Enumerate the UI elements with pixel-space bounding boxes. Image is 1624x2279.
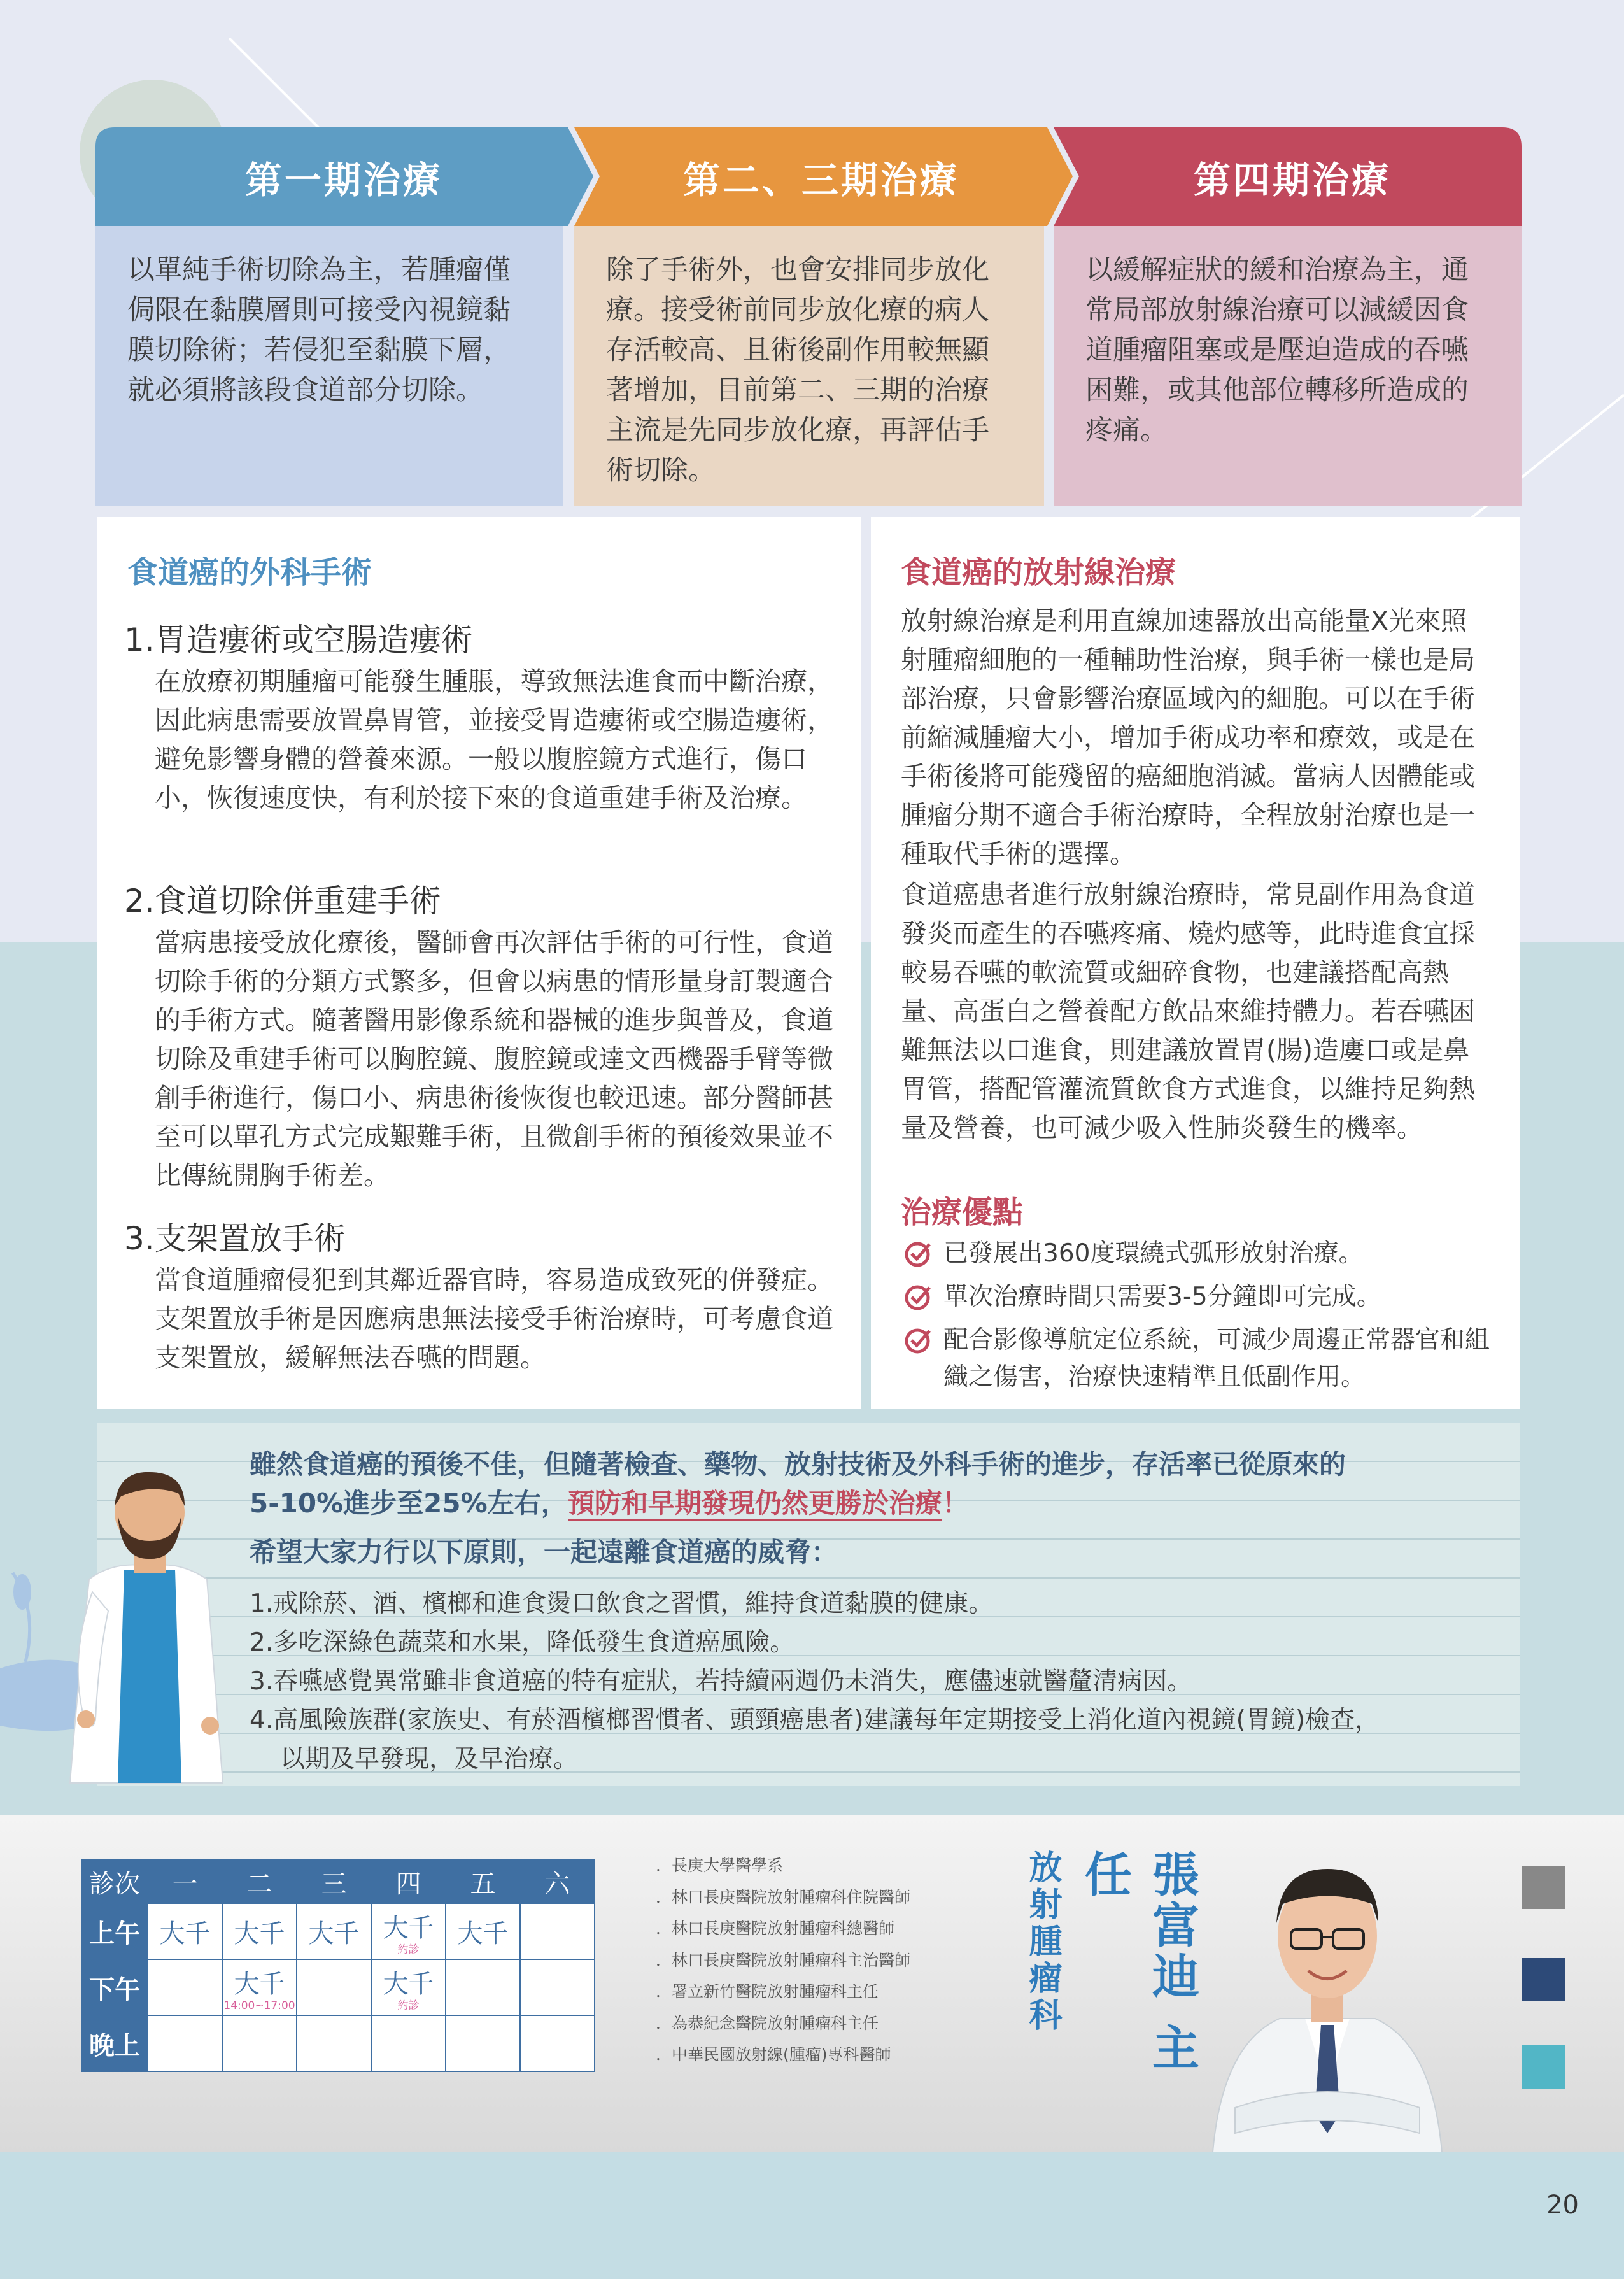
appointment-note: 約診 [397, 1999, 420, 2012]
schedule-cell [520, 1903, 595, 1959]
schedule-day: 三 [297, 1860, 371, 1903]
color-swatch-gray [1522, 1866, 1565, 1909]
prevention-highlight: 預防和早期發現仍然更勝於治療 [568, 1487, 942, 1521]
footer-band [0, 2152, 1624, 2279]
surgery-section-title: 食道癌的外科手術 [127, 555, 372, 590]
schedule-row-afternoon [81, 1959, 595, 2015]
schedule-row-morning [81, 1903, 595, 1959]
schedule-cell [446, 2015, 520, 2071]
surgery-item-1-text: 在放療初期腫瘤可能發生腫脹，導致無法進食而中斷治療，因此病患需要放置鼻胃管，並接受胃造瘻術或空腸造瘻術，避免影響身體的營養來源。一般以腹腔鏡方式進行，傷口小，恢復速度快，有利於接下來的食道重建手術及治療。 [155, 666, 833, 813]
schedule-cell [148, 1959, 222, 2015]
prognosis-line-1: 雖然食道癌的預後不佳，但隨著檢查、藥物、放射技術及外科手術的進步，存活率已從原來的 [250, 1449, 1346, 1480]
schedule-cell [297, 2015, 371, 2071]
stage-2-3-description: 除了手術外，也會安排同步放化療。接受術前同步放化療的病人存活較高、且術後副作用較無顯著增加，目前第二、三期的治療主流是先同步放化療，再評估手術切除。 [574, 226, 1044, 506]
principle-item-2: 2.多吃深綠色蔬菜和水果，降低發生食道癌風險。 [250, 1628, 795, 1657]
radiation-paragraph-2: 食道癌患者進行放射線治療時，常見副作用為食道發炎而產生的吞嚥疼痛、燒灼感等，此時進食宜採較易吞嚥的軟流質或細碎食物，也建議搭配高熱量、高蛋白之營養配方飲品來維持體力。若吞嚥困難無法以口進食，則建議放置胃(腸)造廔口或是鼻胃管，搭配管灌流質飲食方式進食，以維持足夠熱量及營養，也可減少吸入性肺炎發生的機率。 [901, 879, 1475, 1143]
check-circle-icon [904, 1326, 933, 1355]
surgery-item-3-heading: 3.支架置放手術 [124, 1220, 346, 1257]
schedule-cell [222, 2015, 297, 2071]
advantage-item: 已發展出360度環繞式弧形放射治療。 [904, 1235, 1490, 1272]
advantage-item: 配合影像導航定位系統，可減少周邊正常器官和組織之傷害，治療快速精準且低副作用。 [904, 1322, 1490, 1396]
prognosis-line-2: 5-10%進步至25%左右，預防和早期發現仍然更勝於治療！ [250, 1484, 1516, 1523]
schedule-cell [520, 1959, 595, 2015]
schedule-cell: 大千 [222, 1903, 297, 1959]
schedule-cell [371, 2015, 446, 2071]
principles-intro: 希望大家力行以下原則，一起遠離食道癌的威脅： [250, 1537, 838, 1568]
radiation-paragraph-1: 放射線治療是利用直線加速器放出高能量X光來照射腫瘤細胞的一種輔助性治療，與手術一樣也是局部治療，只會影響治療區域內的細胞。可以在手術前縮減腫瘤大小，增加手術成功率和療效，或是在手術後將可能殘留的癌細胞消滅。當病人因體能或腫瘤分期不適合手術治療時，全程放射治療也是一種取代手術的選擇。 [901, 606, 1475, 869]
stage-2-3-title: 第二、三期治療 [682, 158, 959, 202]
clinic-hours-note: 14:00~17:00 [223, 1999, 295, 2012]
credential-item: ．中華民國放射線(腫瘤)專科醫師 [656, 2045, 891, 2064]
surgery-item-3-text: 當食道腫瘤侵犯到其鄰近器官時，容易造成致死的併發症。支架置放手術是因應病患無法接受手術治療時，可考慮食道支架置放，緩解無法吞嚥的問題。 [155, 1265, 833, 1373]
credential-item: ．林口長庚醫院放射腫瘤科主治醫師 [656, 1950, 911, 1970]
schedule-row-label: 上午 [81, 1903, 148, 1959]
stage-4-description: 以緩解症狀的緩和治療為主，通常局部放射線治療可以減緩因食道腫瘤阻塞或是壓迫造成的吞嚥困難，或其他部位轉移所造成的疼痛。 [1054, 226, 1522, 506]
credential-item: ．林口長庚醫院放射腫瘤科總醫師 [656, 1919, 895, 1938]
advantage-item: 單次治療時間只需要3-5分鐘即可完成。 [904, 1279, 1490, 1316]
schedule-cell [148, 2015, 222, 2071]
color-swatch-teal [1522, 2045, 1565, 2089]
stage-4-title: 第四期治療 [1193, 158, 1391, 202]
schedule-day: 一 [148, 1860, 222, 1903]
principle-item-4-continued: 以期及早發現，及早治療。 [280, 1745, 579, 1773]
schedule-corner: 診次 [81, 1860, 148, 1903]
principle-item-4: 4.高風險族群(家族史、有菸酒檳榔習慣者、頭頸癌患者)建議每年定期接受上消化道內視鏡(胃鏡)檢查， [250, 1706, 1380, 1735]
credential-item: ．為恭紀念醫院放射腫瘤科主任 [656, 2013, 879, 2033]
surgery-item-1-heading: 1.胃造瘻術或空腸造瘻術 [124, 621, 473, 658]
doctor-illustration [64, 1445, 236, 1789]
appointment-note: 約診 [397, 1943, 420, 1956]
doctor-department: 放射腫瘤科 [1023, 1850, 1061, 2034]
principle-item-1: 1.戒除菸、酒、檳榔和進食燙口飲食之習慣，維持食道黏膜的健康。 [250, 1589, 994, 1618]
credential-item: ．長庚大學醫學系 [656, 1856, 784, 1875]
surgery-item-2-text: 當病患接受放化療後，醫師會再次評估手術的可行性，食道切除手術的分類方式繁多，但會以病患的情形量身訂製適合的手術方式。隨著醫用影像系統和器械的進步與普及，食道切除及重建手術可以胸腔鏡、腹腔鏡或達文西機器手臂等微創手術進行，傷口小、病患術後恢復也較迅速。部分醫師甚至可以單孔方式完成艱難手術，且微創手術的預後效果並不比傳統開胸手術差。 [155, 927, 833, 1191]
schedule-cell [520, 2015, 595, 2071]
schedule-header-row [81, 1860, 595, 1903]
credential-item: ．林口長庚醫院放射腫瘤科住院醫師 [656, 1887, 911, 1906]
check-circle-icon [904, 1282, 933, 1312]
doctor-name: 張富迪 主任 [1077, 1850, 1199, 2074]
schedule-row-label: 下午 [81, 1959, 148, 2015]
schedule-day: 六 [520, 1860, 595, 1903]
schedule-day: 五 [446, 1860, 520, 1903]
principle-item-3: 3.吞嚥感覺異常雖非食道癌的特有症狀，若持續兩週仍未消失，應儘速就醫釐清病因。 [250, 1667, 1192, 1696]
schedule-day: 二 [222, 1860, 297, 1903]
advantages-title: 治療優點 [901, 1195, 1024, 1230]
schedule-cell [446, 1959, 520, 2015]
credential-item: ．署立新竹醫院放射腫瘤科主任 [656, 1982, 879, 2001]
schedule-row-evening [81, 2015, 595, 2071]
schedule-cell: 大千 [446, 1903, 520, 1959]
schedule-day: 四 [371, 1860, 446, 1903]
stage-1-description: 以單純手術切除為主，若腫瘤僅侷限在黏膜層則可接受內視鏡黏膜切除術；若侵犯至黏膜下層，就必須將該段食道部分切除。 [95, 226, 563, 506]
color-swatch-navy [1522, 1958, 1565, 2001]
page-number: 20 [1546, 2190, 1579, 2220]
schedule-cell: 大千 約診 [371, 1959, 446, 2015]
stage-1-title: 第一期治療 [244, 158, 442, 202]
doctor-photo [1210, 1834, 1445, 2152]
surgery-item-2-heading: 2.食道切除併重建手術 [124, 883, 441, 919]
schedule-cell [297, 1959, 371, 2015]
schedule-cell: 大千 [148, 1903, 222, 1959]
advantages-list [904, 1235, 1490, 1396]
clinic-schedule-table [81, 1859, 595, 2072]
schedule-row-label: 晚上 [81, 2015, 148, 2071]
check-circle-icon [904, 1239, 933, 1268]
doctor-credentials [656, 1850, 1012, 2071]
schedule-cell: 大千 [297, 1903, 371, 1959]
schedule-cell: 大千 14:00~17:00 [222, 1959, 297, 2015]
schedule-cell: 大千 約診 [371, 1903, 446, 1959]
radiation-section-title: 食道癌的放射線治療 [901, 555, 1176, 590]
